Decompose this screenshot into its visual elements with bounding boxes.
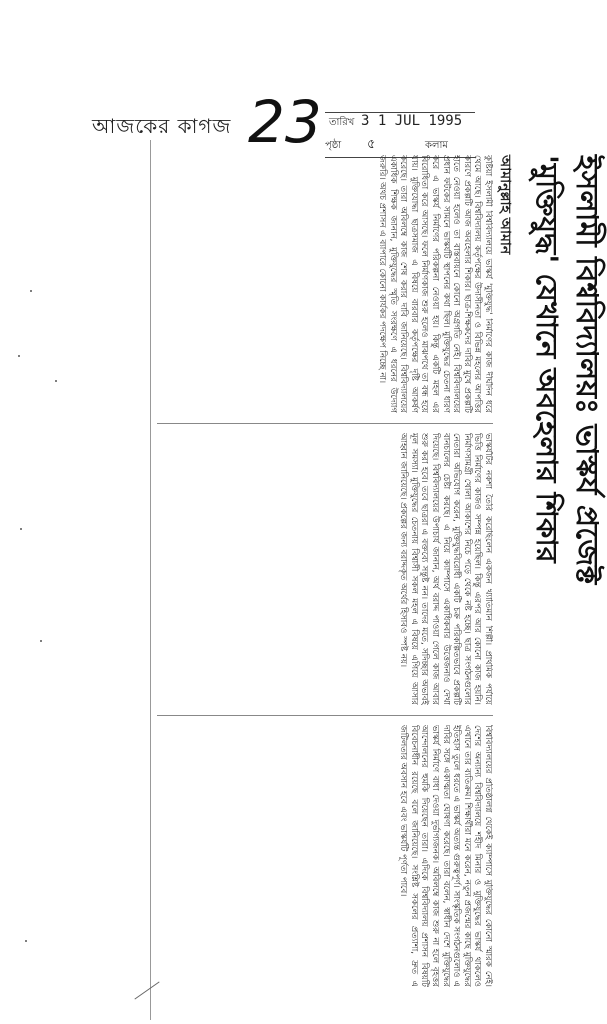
rotated-article xyxy=(150,145,605,995)
article-column-1: কুষ্টিয়া ইসলামী বিশ্ববিদ্যালয়ে ভাস্কর্য 'মুক্তিযুদ্ধ' নির্মাণের কাজ দীর্ঘদিন ধরে থেমে আছে। বিশ্ববিদ্যালয় কর্তৃপক্ষের উদাসীনতা ও বিভিন্ন মহলের আপত্তির কারণে প্রকল্পটি আজ অবহেলার শিকার। ছাত্র-শিক্ষকদের দাবির মুখে প্রকল্পটি হাতে নেওয়া হলেও তা বাস্তবায়নে কোনো অগ্রগতি নেই। বিশ্ববিদ্যালয়ের প্রধান ফটকের সামনে ভাস্কর্যটি স্থাপনের কথা ছিল। মুক্তিযুদ্ধের চেতনা ধারণ করে এ ভাস্কর্য নির্মাণের পরিকল্পনা নেওয়া হয়। কিন্তু একটি মহল এর বিরোধিতা করে আসছে। ফলে নির্মাণকাজ শুরু হলেও মাঝপথে তা বন্ধ হয়ে যায়। মুক্তিযোদ্ধা ছাত্রসমাজ এ বিষয়ে বারবার কর্তৃপক্ষের দৃষ্টি আকর্ষণ করেছে। তারা অবিলম্বে কাজ শেষ করার দাবি জানিয়েছে। বিশ্ববিদ্যালয়ের একাধিক শিক্ষক জানান, মুক্তিযুদ্ধের স্মৃতি সংরক্ষণে এ ধরনের উদ্যোগ জরুরি। অথচ প্রশাসন এ ব্যাপারে কোনো কার্যকর পদক্ষেপ নিচ্ছে না। xyxy=(377,155,493,413)
article-column-3: বিশ্ববিদ্যালয়ের প্রতিষ্ঠালগ্ন থেকেই ক্যাম্পাসে মুক্তিযুদ্ধের কোনো স্মারক নেই। দেশের অন্যান্য বিশ্ববিদ্যালয়ে শহীদ মিনার ও মুক্তিযুদ্ধের ভাস্কর্য থাকলেও এখানে তার ব্যতিক্রম। শিক্ষার্থীরা মনে করেন, নতুন প্রজন্মের কাছে মুক্তিযুদ্ধের ইতিহাস তুলে ধরতে এ ভাস্কর্য অত্যন্ত গুরুত্বপূর্ণ। সাংস্কৃতিক সংগঠনগুলোও এ দাবির সঙ্গে একাত্মতা ঘোষণা করেছে। তারা বলেন, স্বাধীন দেশে মুক্তিযুদ্ধের ভাস্কর্য নির্মাণে বাধা দেওয়া দুর্ভাগ্যজনক। অবিলম্বে কাজ শুরু না হলে বৃহত্তর আন্দোলনের হুমকি দিয়েছেন তারা। এদিকে বিশ্ববিদ্যালয় প্রশাসন বিষয়টি বিবেচনাধীন রয়েছে বলে জানিয়েছে। সংশ্লিষ্ট সকলের প্রত্যাশা, দ্রুত এ জটিলতার অবসান হবে এবং ভাস্কর্যটি পূর্ণতা পাবে। xyxy=(398,725,493,987)
column-divider xyxy=(157,423,493,424)
stamp-column-label: কলাম xyxy=(425,140,448,151)
scan-speck xyxy=(18,355,20,357)
scan-speck xyxy=(55,380,57,382)
stamp-date-label: তারিখ xyxy=(329,117,355,128)
article-column-2: ভাস্কর্যটির নকশা তৈরি করেছিলেন একজন খ্যাতিমান শিল্পী। প্রাথমিক পর্যায়ে ভিত্তি নির্মাণের কাজও সম্পন্ন হয়েছিল। কিন্তু এরপর আর কোনো কাজ হয়নি। নির্মাণসামগ্রী খোলা আকাশের নিচে পড়ে থেকে নষ্ট হচ্ছে। ছাত্র সংগঠনগুলোর নেতারা অভিযোগ করেন, মুক্তিযুদ্ধবিরোধী একটি চক্র পরিকল্পিতভাবে প্রকল্পটি বানচালের চেষ্টা করছে। এ নিয়ে ক্যাম্পাসে একাধিকবার উত্তেজনাও দেখা দিয়েছে। বিশ্ববিদ্যালয়ের উপাচার্য জানান, অর্থ বরাদ্দ পাওয়া গেলে কাজ আবার শুরু করা হবে। তবে ছাত্ররা এ বক্তব্যে সন্তুষ্ট নন। তাদের মতে, সদিচ্ছার অভাবই মূল সমস্যা। মুক্তিযুদ্ধের চেতনায় বিশ্বাসী সকল মহল এ বিষয়ে এগিয়ে আসার আহ্বান জানিয়েছে। প্রকল্পের জন্য বরাদ্দকৃত অর্থের হিসাবও স্পষ্ট নয়। xyxy=(398,433,493,705)
article-headline: ইসলামী বিশ্ববিদ্যালয়ঃ ভাস্কর্য প্রজেক্ট xyxy=(569,155,604,585)
article-byline: আমানুল্লাহ আমান xyxy=(497,155,513,255)
scan-speck xyxy=(20,528,22,530)
article-subhead: 'মুক্তিযুদ্ধ' যেখানে অবহেলার শিকার xyxy=(530,155,564,563)
column-divider xyxy=(157,715,493,716)
newspaper-name: আজকের কাগজ xyxy=(92,114,232,138)
scan-speck xyxy=(30,290,32,292)
scan-speck xyxy=(40,640,42,642)
stamp-page-value: ৫ xyxy=(367,137,376,152)
stamp-page-label: পৃষ্ঠা xyxy=(325,140,342,151)
handwritten-page-number: 23 xyxy=(248,88,322,156)
scan-speck xyxy=(25,940,27,942)
stamp-date-value: 3 1 JUL 1995 xyxy=(361,113,463,129)
